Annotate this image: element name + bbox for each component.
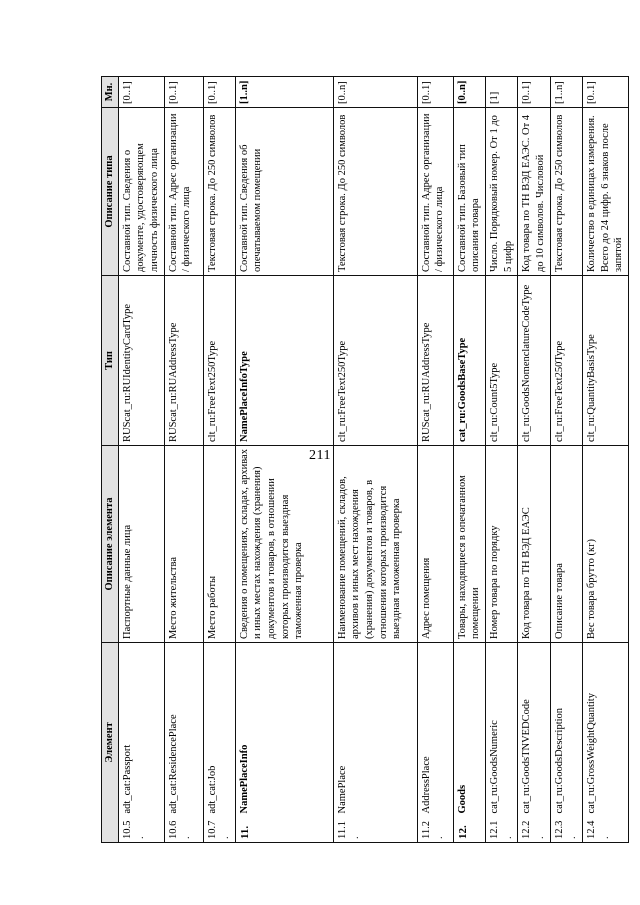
table-row	[417, 77, 453, 843]
row-type-description: Составной тип. Сведения о документе, удостоверяющем личность физического лица	[118, 108, 164, 276]
row-description: Сведения о помещениях, складах, архивах и иных местах нахождения (хранения) документов и товаров, в отношении которых производится выездная таможенная проверка	[235, 446, 333, 643]
row-type-description: Составной тип. Адрес организации / физического лица	[417, 108, 453, 276]
row-type-description: Текстовая строка. До 250 символов	[333, 108, 417, 276]
row-description: Паспортные данные лица	[118, 446, 164, 643]
row-type: RUScat_ru:RUAddressType	[417, 276, 453, 446]
table-header-row	[102, 77, 119, 843]
row-element-name: cat_ru:GoodsTNVEDCode	[518, 643, 550, 817]
row-element-name: adt_cat:Job	[203, 643, 235, 817]
rotated-table-container	[101, 77, 625, 843]
row-type: clt_ru:QuantityBasisType	[582, 276, 628, 446]
table-row	[550, 77, 582, 843]
row-element-name: Goods	[453, 643, 485, 817]
table-row	[333, 77, 417, 843]
row-number: 12.2.	[518, 817, 550, 843]
header-type: Тип	[102, 276, 119, 446]
row-type-description: Число. Порядковый номер. От 1 до 5 цифр	[486, 108, 518, 276]
row-multiplicity: [1..n]	[235, 77, 333, 108]
row-element-name: cat_ru:GoodsNumeric	[486, 643, 518, 817]
row-multiplicity: [1..n]	[550, 77, 582, 108]
row-type: cat_ru:GoodsBaseType	[453, 276, 485, 446]
row-number: 10.6.	[164, 817, 203, 843]
row-multiplicity: [0..n]	[333, 77, 417, 108]
row-number: 10.5.	[118, 817, 164, 843]
table-row	[118, 77, 164, 843]
row-multiplicity: [0..1]	[518, 77, 550, 108]
element-spec-table	[101, 76, 629, 843]
row-type: RUScat_ru:RUIdentityCardType	[118, 276, 164, 446]
row-number: 11.	[235, 817, 333, 843]
table-row	[486, 77, 518, 843]
table-row	[203, 77, 235, 843]
row-description: Товары, находящиеся в опечатанном помещении	[453, 446, 485, 643]
row-element-name: adt_cat:Passport	[118, 643, 164, 817]
row-multiplicity: [0..1]	[417, 77, 453, 108]
header-multiplicity: Мн.	[102, 77, 119, 108]
row-description: Вес товара брутто (кг)	[582, 446, 628, 643]
table-row	[582, 77, 628, 843]
page-number: 211	[309, 448, 331, 463]
row-type-description: Количество в единицах измерения. Всего до 24 цифр. 6 знаков после запятой	[582, 108, 628, 276]
row-type-description: Составной тип. Базовый тип описания товара	[453, 108, 485, 276]
row-number: 10.7.	[203, 817, 235, 843]
row-type-description: Составной тип. Адрес организации / физического лица	[164, 108, 203, 276]
header-element: Элемент	[102, 643, 119, 843]
row-multiplicity: [0..1]	[203, 77, 235, 108]
row-number: 11.2.	[417, 817, 453, 843]
row-element-name: cat_ru:GrossWeightQuantity	[582, 643, 628, 817]
row-description: Место жительства	[164, 446, 203, 643]
table-row	[518, 77, 550, 843]
row-type: clt_ru:GoodsNomenclatureCodeType	[518, 276, 550, 446]
row-description: Номер товара по порядку	[486, 446, 518, 643]
row-number: 11.1.	[333, 817, 417, 843]
row-type: clt_ru:FreeText250Type	[203, 276, 235, 446]
row-description: Описание товара	[550, 446, 582, 643]
table-row	[164, 77, 203, 843]
row-number: 12.3.	[550, 817, 582, 843]
table-row	[235, 77, 333, 843]
row-description: Наименование помещений, складов, архивов и иных мест нахождения (хранения) документов и товаров, в отношении которых производится выездная таможенная проверка	[333, 446, 417, 643]
row-type-description: Текстовая строка. До 250 символов	[203, 108, 235, 276]
row-element-name: NamePlace	[333, 643, 417, 817]
row-description: Код товара по ТН ВЭД ЕАЭС	[518, 446, 550, 643]
row-element-name: cat_ru:GoodsDescription	[550, 643, 582, 817]
row-type: NamePlaceInfoType	[235, 276, 333, 446]
table-row	[453, 77, 485, 843]
row-element-name: AddressPlace	[417, 643, 453, 817]
header-type-description: Описание типа	[102, 108, 119, 276]
row-number: 12.1.	[486, 817, 518, 843]
row-element-name: NamePlaceInfo	[235, 643, 333, 817]
row-multiplicity: [0..1]	[582, 77, 628, 108]
row-type-description: Код товара по ТН ВЭД ЕАЭС. От 4 до 10 символов. Числовой	[518, 108, 550, 276]
row-number: 12.	[453, 817, 485, 843]
row-multiplicity: [0..n]	[453, 77, 485, 108]
row-type: clt_ru:FreeText250Type	[550, 276, 582, 446]
row-type-description: Текстовая строка. До 250 символов	[550, 108, 582, 276]
row-description: Место работы	[203, 446, 235, 643]
row-multiplicity: [0..1]	[164, 77, 203, 108]
row-number: 12.4.	[582, 817, 628, 843]
row-element-name: adt_cat:ResidencePlace	[164, 643, 203, 817]
row-multiplicity: [0..1]	[118, 77, 164, 108]
row-type: RUScat_ru:RUAddressType	[164, 276, 203, 446]
row-type: clt_ru:Count5Type	[486, 276, 518, 446]
header-description: Описание элемента	[102, 446, 119, 643]
row-type: clt_ru:FreeText250Type	[333, 276, 417, 446]
row-type-description: Составной тип. Сведения об опечатываемом помещении	[235, 108, 333, 276]
row-description: Адрес помещения	[417, 446, 453, 643]
row-multiplicity: [1]	[486, 77, 518, 108]
